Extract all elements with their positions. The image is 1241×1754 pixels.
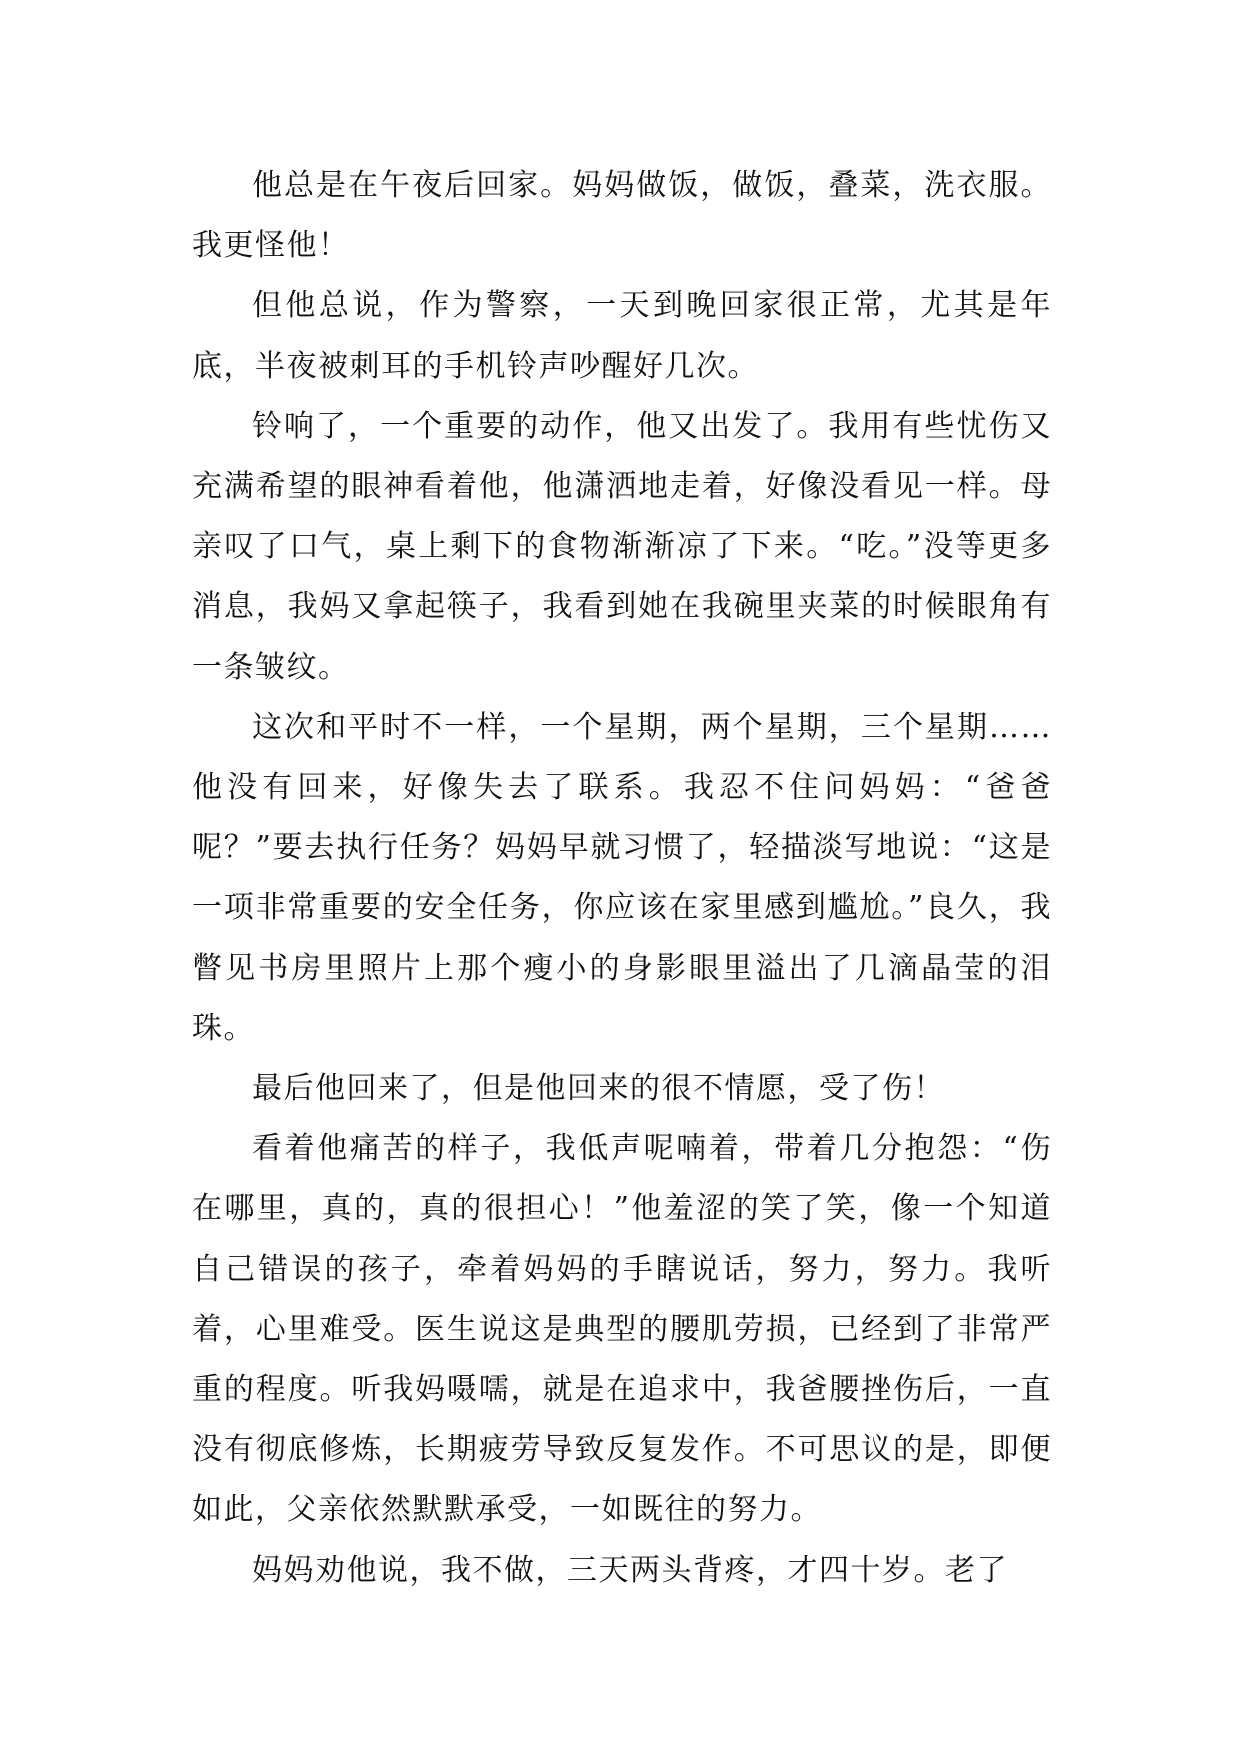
paragraph-1: 他总是在午夜后回家。妈妈做饭，做饭，叠菜，洗衣服。我更怪他！ [192,168,1052,264]
paragraph-2: 但他总说，作为警察，一天到晚回家很正常，尤其是年底，半夜被刺耳的手机铃声吵醒好几次。 [192,288,1052,384]
paragraph-6: 看着他痛苦的样子，我低声呢喃着，带着几分抱怨：“伤在哪里，真的，真的很担心！”他羞涩的笑了笑，像一个知道自己错误的孩子，牵着妈妈的手瞎说话，努力，努力。我听着，心里难受。医生说这是典型的腰肌劳损，已经到了非常严重的程度。听我妈嗫嚅，就是在追求中，我爸腰挫伤后，一直没有彻底修炼，长期疲劳导致反复发作。不可思议的是，即便如此，父亲依然默默承受，一如既往的努力。 [192,1131,1052,1528]
body-text [192,156,1052,1601]
paragraph-4: 这次和平时不一样，一个星期，两个星期，三个星期……他没有回来，好像失去了联系。我忍不住问妈妈：“爸爸呢？”要去执行任务？妈妈早就习惯了，轻描淡写地说：“这是一项非常重要的安全任务，你应该在家里感到尴尬。”良久，我瞥见书房里照片上那个瘦小的身影眼里溢出了几滴晶莹的泪珠。 [192,709,1052,1046]
paragraph-7: 妈妈劝他说，我不做，三天两头背疼，才四十岁。老了 [252,1552,1008,1588]
paragraph-3: 铃响了，一个重要的动作，他又出发了。我用有些忧伤又充满希望的眼神看着他，他潇洒地走着，好像没看见一样。母亲叹了口气，桌上剩下的食物渐渐凉了下来。“吃。”没等更多消息，我妈又拿起筷子，我看到她在我碗里夹菜的时候眼角有一条皱纹。 [192,408,1052,685]
paragraph-5: 最后他回来了，但是他回来的很不情愿，受了伤！ [252,1071,945,1107]
